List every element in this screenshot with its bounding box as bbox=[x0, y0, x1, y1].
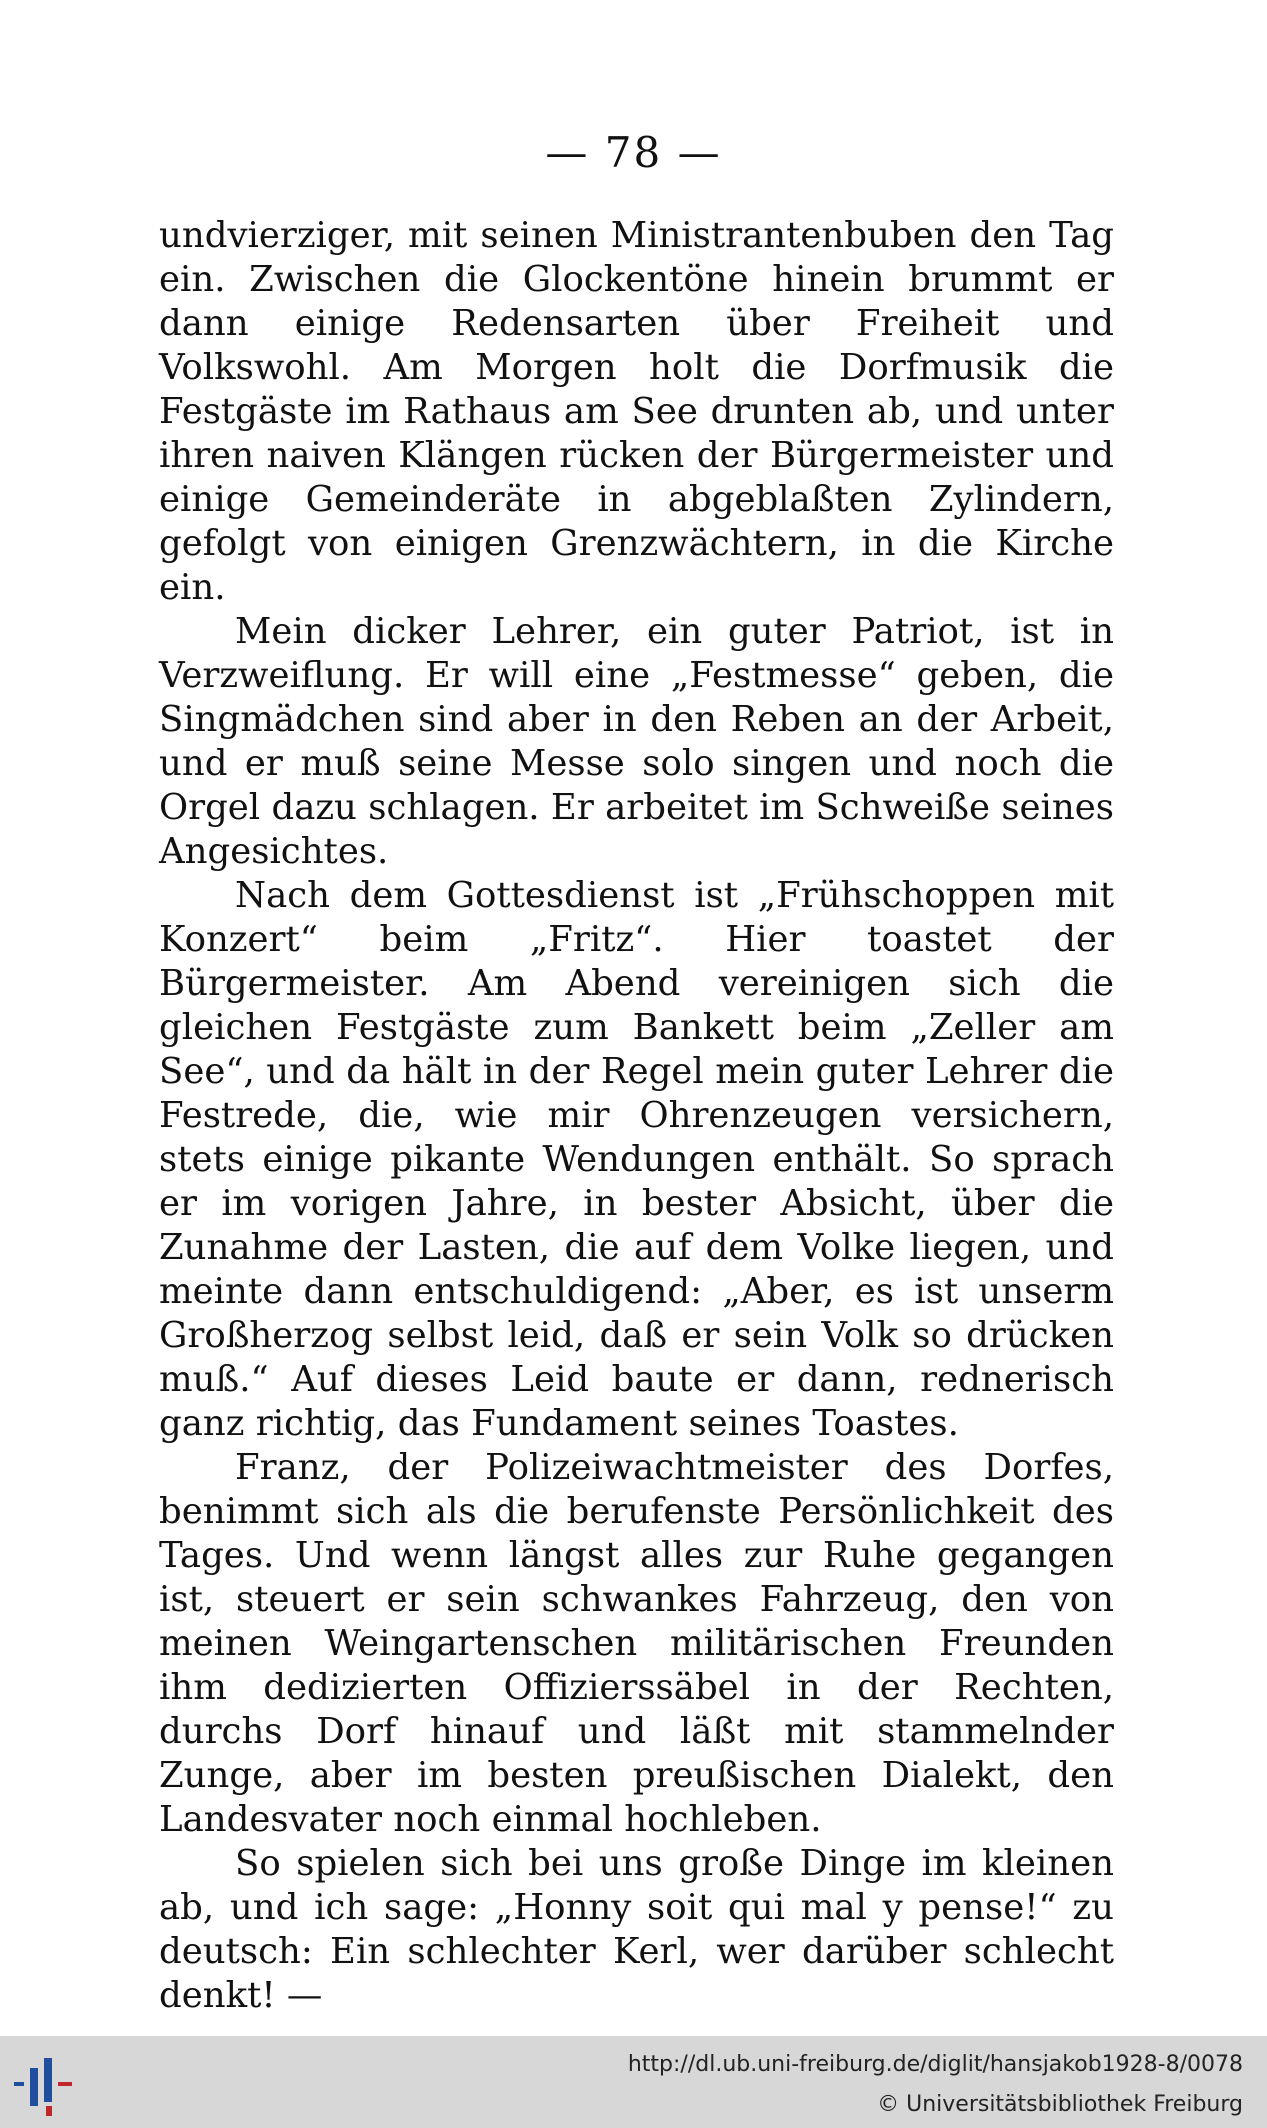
paragraph: So spielen sich bei uns große Dinge im kleinen ab, und ich sage: „Honny soit qui mal y pense!“ zu deutsch: Ein schlechter Kerl, wer darüber schlecht denkt! — bbox=[159, 1843, 1114, 2016]
paragraph: Nach dem Gottesdienst ist „Frühschoppen mit Konzert“ beim „Fritz“. Hier toastet der Bürgermeister. Am Abend vereinigen sich die gleichen Festgäste zum Bankett beim „Zeller am See“, und da hält in der Regel mein guter Lehrer die Festrede, die, wie mir Ohrenzeugen versichern, stets einige pikante Wendungen enthält. So sprach er im vorigen Jahre, in bester Absicht, über die Zunahme der Lasten, die auf dem Volke liegen, und meinte dann entschuldigend: „Aber, es ist unserm Großherzog selbst leid, daß er sein Volk so drücken muß.“ Auf dieses Leid baute er dann, rednerisch ganz richtig, das Fundament seines Toastes. bbox=[159, 875, 1114, 1444]
body-text bbox=[159, 214, 1114, 2018]
page-number: — 78 — bbox=[545, 128, 722, 177]
ub-freiburg-logo-icon bbox=[8, 2048, 80, 2120]
copyright-notice: © Universitätsbibliothek Freiburg bbox=[877, 2092, 1243, 2117]
paragraph: Mein dicker Lehrer, ein guter Patriot, ist in Verzweiflung. Er will eine „Festmesse“ geben, die Singmädchen sind aber in den Reben an der Arbeit, und er muß seine Messe solo singen und noch die Orgel dazu schlagen. Er arbeitet im Schweiße seines Angesichtes. bbox=[159, 611, 1114, 872]
paragraph: Franz, der Polizeiwachtmeister des Dorfes, benimmt sich als die berufenste Persönlichkeit des Tages. Und wenn längst alles zur Ruhe gegangen ist, steuert er sein schwankes Fahrzeug, den von meinen Weingartenschen militärischen Freunden ihm dedizierten Offizierssäbel in der Rechten, durchs Dorf hinauf und läßt mit stammelnder Zunge, aber im besten preußischen Dialekt, den Landesvater noch einmal hochleben. bbox=[159, 1447, 1114, 1840]
footer-bar bbox=[0, 2036, 1267, 2128]
paragraph: undvierziger, mit seinen Ministrantenbuben den Tag ein. Zwischen die Glockentöne hinein brummt er dann einige Redensarten über Freiheit und Volkswohl. Am Morgen holt die Dorfmusik die Festgäste im Rathaus am See drunten ab, und unter ihren naiven Klängen rücken der Bürgermeister und einige Gemeinderäte in abgeblaßten Zylindern, gefolgt von einigen Grenzwächtern, in die Kirche ein. bbox=[159, 215, 1114, 608]
source-url[interactable]: http://dl.ub.uni-freiburg.de/diglit/hansjakob1928-8/0078 bbox=[627, 2052, 1243, 2077]
